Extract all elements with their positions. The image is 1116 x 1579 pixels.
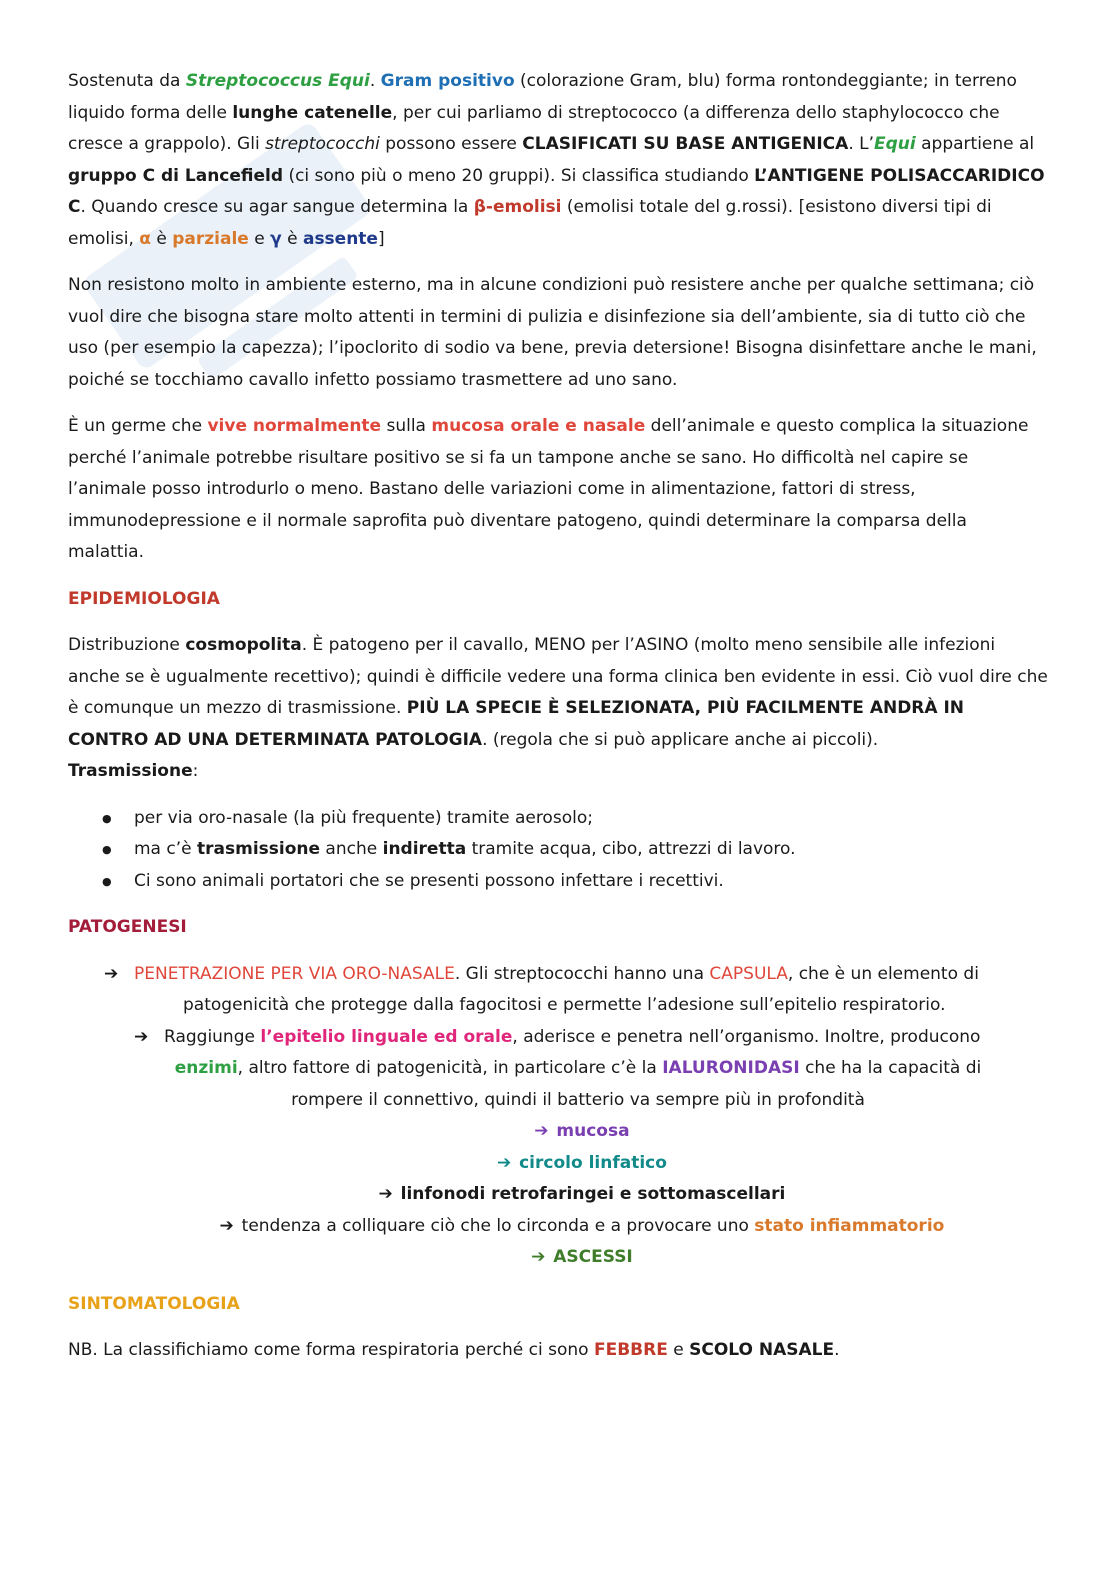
text: (emolisi totale del g.rossi). [esistono diversi tipi di emolisi, <box>68 197 992 249</box>
alpha-symbol: α <box>139 228 151 249</box>
text: È un germe che <box>68 416 208 436</box>
pat-line-2 <box>68 990 1048 1022</box>
emph-vive: vive normalmente <box>207 416 382 436</box>
emph-streptococchi: streptococchi <box>265 134 380 154</box>
species-short: Equi <box>874 134 916 154</box>
bullet-list-trasmissione <box>68 803 1048 898</box>
text: possono essere <box>379 134 523 154</box>
emph-infiammatorio: stato infiammatorio <box>754 1215 945 1236</box>
emph-febbre: FEBBRE <box>593 1340 668 1360</box>
text: Sostenuta da <box>68 71 186 91</box>
text: (colorazione Gram, blu) forma rontondeggiante; in terreno liquido forma delle <box>68 71 1017 123</box>
text: . Gli streptococchi hanno una <box>454 963 710 984</box>
chain-mucosa: mucosa <box>556 1121 630 1141</box>
text: tendenza a colliquare ciò che lo circonda e a provocare uno <box>241 1215 755 1236</box>
text: NB. La classifichiamo come forma respiratoria perché ci sono <box>68 1340 594 1360</box>
text: . <box>369 71 381 91</box>
text: appartiene al <box>915 134 1035 154</box>
text: sulla <box>381 416 432 436</box>
arrow-right-icon: ➔ <box>378 1184 393 1204</box>
text: Ci sono animali portatori che se presenti possono infettare i recettivi. <box>134 870 724 891</box>
text: : <box>192 761 199 781</box>
text: dell’animale e questo complica la situazione perché l’animale potrebbe risultare positivo se si fa un tampone anche se sano. Ho difficoltà nel capire se l’animale posso introdurlo o meno. Bastano delle variazioni come in alimentazione, fattori di stress, immunodepressione e il normale saprofita può diventare patogeno, quindi determinare la comparsa della malattia. <box>68 416 1029 562</box>
emph: trasmissione <box>197 839 321 859</box>
pat-chain-3 <box>68 1179 1048 1211</box>
emph-catenelle: lunghe catenelle <box>232 102 393 123</box>
arrow-right-icon: ➔ <box>104 963 119 984</box>
parziale: parziale <box>172 228 249 249</box>
heading-sintomatologia: SINTOMATOLOGIA <box>68 1293 240 1314</box>
document-page <box>68 66 1048 1382</box>
text: che ha la capacità di <box>799 1058 982 1078</box>
paragraph-epidemiologia <box>68 630 1048 788</box>
arrow-right-icon: ➔ <box>219 1215 234 1236</box>
pat-chain-5 <box>68 1242 1048 1274</box>
pat-line-4 <box>68 1053 1048 1085</box>
text: Non resistono molto in ambiente esterno, ma in alcune condizioni può resistere anche per qualche settimana; ciò vuol dire che bisogna stare molto attenti in termini di pulizia e disinfezione sia dell’ambiente, sia di tutto ciò che uso (per esempio la capezza); l’ipoclorito di sodio va bene, previa detersione! Bisogna disinfettare anche le mani, poiché se tocchiamo cavallo infetto possiamo trasmettere ad uno sano. <box>68 275 1037 390</box>
assente: assente <box>302 228 378 249</box>
emph-antigene: L’ANTIGENE POLISACCARIDICO C <box>68 165 1045 217</box>
paragraph-resistenza <box>68 270 1048 396</box>
emph-epitelio: l’epitelio linguale ed orale <box>260 1026 513 1047</box>
text: tramite acqua, cibo, attrezzi di lavoro. <box>466 839 796 859</box>
chain-circolo: circolo linfatico <box>519 1152 667 1173</box>
chain-linfonodi: linfonodi retrofaringei e sottomascellari <box>400 1184 786 1204</box>
arrow-right-icon: ➔ <box>496 1152 512 1173</box>
pat-chain-1 <box>68 1116 1048 1148</box>
text: è <box>150 228 173 249</box>
pat-chain-2 <box>68 1148 1048 1180</box>
paragraph-nb <box>68 1335 1048 1367</box>
text: è <box>281 228 303 249</box>
text: patogenicità che protegge dalla fagocitosi e permette l’adesione sull’epitelio respiratorio. <box>183 995 946 1015</box>
text: ] <box>377 228 385 249</box>
emph-capsula: CAPSULA <box>709 963 788 984</box>
text: , aderisce e penetra nell’organismo. Inoltre, producono <box>512 1026 981 1047</box>
list-item <box>68 803 1048 835</box>
pat-line-3 <box>68 1022 1048 1054</box>
text: rompere il connettivo, quindi il batterio va sempre più in profondità <box>291 1089 865 1110</box>
arrow-right-icon: ➔ <box>534 1121 549 1141</box>
emph-gruppo: gruppo C di Lancefield <box>68 165 284 186</box>
chain-ascessi: ASCESSI <box>553 1247 633 1267</box>
text: , per cui parliamo di streptococco (a differenza dello staphylococco che cresce a grappolo). Gli <box>68 102 1000 154</box>
emph-enzimi: enzimi <box>174 1058 238 1078</box>
emph-mucosa: mucosa orale e nasale <box>431 416 646 436</box>
text: anche <box>320 839 383 859</box>
text: per via oro-nasale (la più frequente) tramite aerosolo; <box>134 807 593 828</box>
paragraph-intro <box>68 66 1048 255</box>
list-item <box>68 834 1048 866</box>
beta-emolisi: β-emolisi <box>473 197 562 217</box>
heading-patogenesi: PATOGENESI <box>68 917 187 937</box>
text: Distribuzione <box>68 635 186 655</box>
emph-scolo: SCOLO NASALE <box>689 1340 835 1360</box>
text: , che è un elemento di <box>787 963 979 984</box>
list-item <box>68 866 1048 898</box>
arrow-right-icon: ➔ <box>531 1247 546 1267</box>
pat-line-1 <box>68 959 1048 991</box>
emph-penetrazione: PENETRAZIONE PER VIA ORO-NASALE <box>134 963 455 984</box>
text: . <box>834 1340 840 1360</box>
text: ma c’è <box>134 839 197 859</box>
emph-classificati: CLASIFICATI SU BASE ANTIGENICA <box>522 134 849 154</box>
emph-regola: PIÙ LA SPECIE È SELEZIONATA, PIÙ FACILMENTE ANDRÀ IN CONTRO AD UNA DETERMINATA PATOLOGIA <box>68 698 965 750</box>
paragraph-germe <box>68 411 1048 569</box>
emph-cosmopolita: cosmopolita <box>185 635 302 655</box>
text: (ci sono più o meno 20 gruppi). Si classifica studiando <box>283 165 755 186</box>
text: , altro fattore di patogenicità, in particolare c’è la <box>237 1058 663 1078</box>
emph-ialuronidasi: IALURONIDASI <box>662 1058 800 1078</box>
text: e <box>667 1340 690 1360</box>
species-name: Streptococcus Equi <box>185 71 370 91</box>
emph: indiretta <box>382 839 467 859</box>
gram-positive: Gram positivo <box>380 71 515 91</box>
heading-epidemiologia: EPIDEMIOLOGIA <box>68 588 220 609</box>
text: e <box>248 228 271 249</box>
text: . L’ <box>848 134 874 154</box>
patogenesi-block <box>68 959 1048 1274</box>
pat-chain-4 <box>68 1211 1048 1243</box>
text: Raggiunge <box>164 1026 261 1047</box>
gamma-symbol: γ <box>270 228 282 249</box>
arrow-right-icon: ➔ <box>134 1026 149 1047</box>
text: . Quando cresce su agar sangue determina la <box>80 197 474 217</box>
text: . È patogeno per il cavallo, MENO per l’ASINO (molto meno sensibile alle infezioni anche se è ugualmente recettivo); quindi è difficile vedere una forma clinica ben evidente in essi. Ciò vuol dire che è comunque un mezzo di trasmissione. <box>68 635 1048 718</box>
text: . (regola che si può applicare anche ai piccoli). <box>482 729 879 750</box>
pat-line-5 <box>68 1085 1048 1117</box>
emph-trasmissione: Trasmissione <box>68 761 193 781</box>
